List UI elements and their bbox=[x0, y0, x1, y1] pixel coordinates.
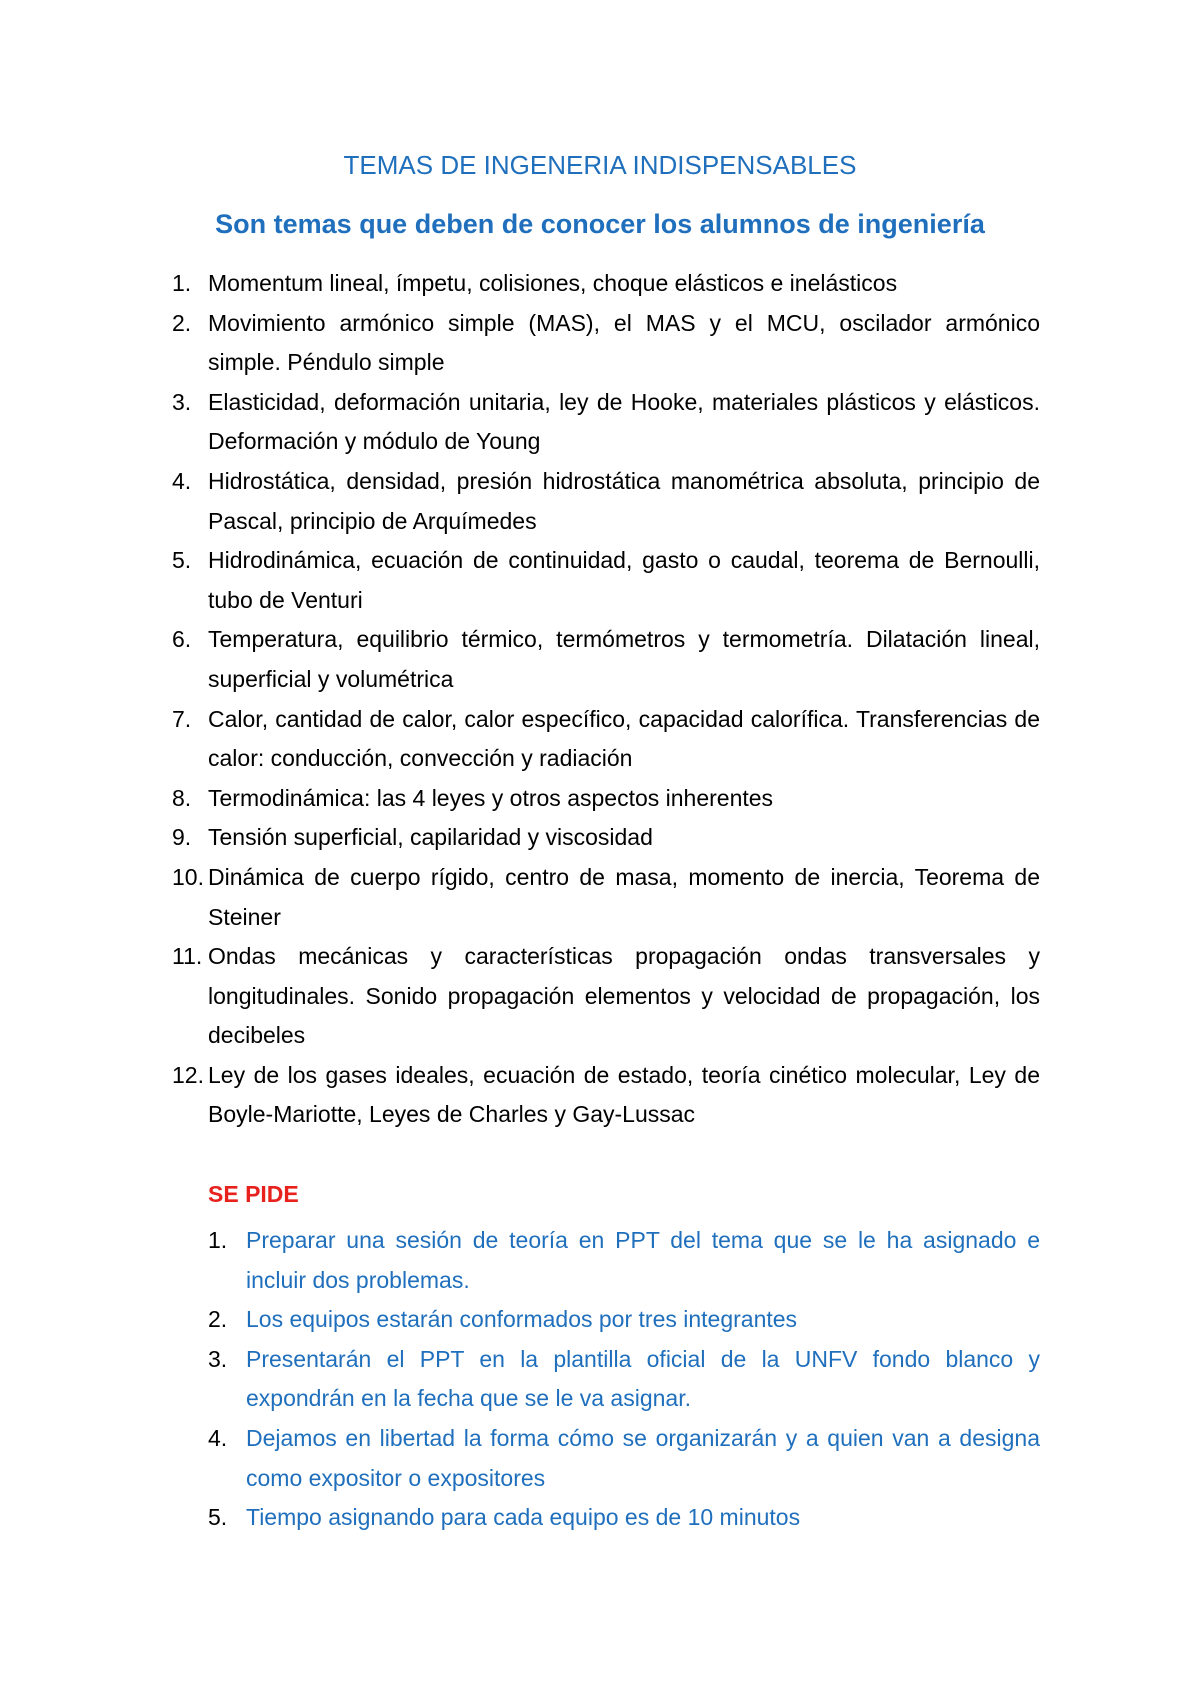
list-item-text: Calor, cantidad de calor, calor específico, capacidad calorífica. Transferencias de calor: conducción, convección y radiación bbox=[208, 705, 1040, 772]
list-item bbox=[172, 264, 1040, 304]
list-item bbox=[208, 1498, 1040, 1538]
list-item-number: 2. bbox=[208, 1306, 228, 1333]
list-item bbox=[172, 462, 1040, 541]
list-item-number: 1. bbox=[172, 270, 192, 296]
list-item bbox=[172, 779, 1040, 819]
list-item-number: 11. bbox=[172, 943, 203, 970]
list-item-text: Dinámica de cuerpo rígido, centro de masa, momento de inercia, Teorema de Steiner bbox=[208, 863, 1040, 930]
list-item bbox=[172, 937, 1040, 1056]
list-item-text: Hidrodinámica, ecuación de continuidad, gasto o caudal, teorema de Bernoulli, tubo de Venturi bbox=[208, 547, 1040, 613]
list-item-number: 4. bbox=[172, 467, 192, 494]
list-item-text: Ley de los gases ideales, ecuación de estado, teoría cinético molecular, Ley de Boyle-Mariotte, Leyes de Charles y Gay-Lussac bbox=[208, 1061, 1040, 1128]
list-item-text: Termodinámica: las 4 leyes y otros aspectos inherentes bbox=[208, 784, 774, 811]
list-item-number: 3. bbox=[208, 1345, 228, 1372]
list-item-number: 5. bbox=[208, 1504, 228, 1531]
list-item-text: Preparar una sesión de teoría en PPT del tema que se le ha asignado e incluir dos problemas. bbox=[246, 1227, 1040, 1293]
list-item bbox=[172, 620, 1040, 699]
list-item bbox=[208, 1419, 1040, 1498]
list-item-number: 4. bbox=[208, 1424, 228, 1451]
list-item-number: 7. bbox=[172, 705, 192, 732]
list-item-text: Tiempo asignando para cada equipo es de 10 minutos bbox=[246, 1504, 801, 1531]
list-item bbox=[172, 700, 1040, 779]
list-item bbox=[172, 304, 1040, 383]
list-item-number: 10. bbox=[172, 863, 204, 890]
list-item-text: Hidrostática, densidad, presión hidrostática manométrica absoluta, principio de Pascal, principio de Arquímedes bbox=[208, 467, 1040, 534]
list-item-number: 5. bbox=[172, 547, 192, 574]
list-item-number: 12. bbox=[172, 1061, 204, 1088]
list-item-number: 8. bbox=[172, 784, 192, 811]
list-item bbox=[208, 1221, 1040, 1300]
page-subtitle: Son temas que deben de conocer los alumnos de ingeniería bbox=[215, 209, 985, 239]
list-item-text: Dejamos en libertad la forma cómo se organizarán y a quien van a designa como expositor o expositores bbox=[246, 1424, 1040, 1491]
list-item-text: Momentum lineal, ímpetu, colisiones, choque elásticos e inelásticos bbox=[208, 270, 898, 296]
list-item-number: 2. bbox=[172, 309, 192, 336]
list-item bbox=[172, 858, 1040, 937]
topics-list bbox=[172, 264, 1040, 1135]
list-item-number: 1. bbox=[208, 1227, 228, 1253]
page-title: TEMAS DE INGENERIA INDISPENSABLES bbox=[343, 150, 857, 180]
list-item bbox=[172, 818, 1040, 858]
list-item-number: 3. bbox=[172, 388, 192, 415]
list-item bbox=[208, 1340, 1040, 1419]
list-item-text: Presentarán el PPT en la plantilla oficial de la UNFV fondo blanco y expondrán en la fecha que se le va asignar. bbox=[246, 1345, 1040, 1412]
list-item-text: Los equipos estarán conformados por tres integrantes bbox=[246, 1306, 798, 1333]
list-item-text: Elasticidad, deformación unitaria, ley de Hooke, materiales plásticos y elásticos. Deformación y módulo de Young bbox=[208, 388, 1040, 455]
list-item bbox=[208, 1300, 1040, 1340]
list-item-number: 6. bbox=[172, 626, 192, 653]
list-item-text: Ondas mecánicas y características propagación ondas transversales y longitudinales. Sonido propagación elementos y velocidad de propagación, los decibeles bbox=[208, 943, 1040, 1049]
list-item-text: Temperatura, equilibrio térmico, termómetros y termometría. Dilatación lineal, superficial y volumétrica bbox=[208, 626, 1040, 692]
list-item bbox=[172, 383, 1040, 462]
list-item bbox=[172, 1056, 1040, 1135]
list-item-text: Movimiento armónico simple (MAS), el MAS y el MCU, oscilador armónico simple. Péndulo simple bbox=[208, 309, 1040, 376]
requirements-heading: SE PIDE bbox=[208, 1181, 299, 1207]
list-item bbox=[172, 541, 1040, 620]
list-item-number: 9. bbox=[172, 824, 192, 851]
requirements-list bbox=[208, 1221, 1040, 1538]
list-item-text: Tensión superficial, capilaridad y viscosidad bbox=[208, 824, 653, 851]
